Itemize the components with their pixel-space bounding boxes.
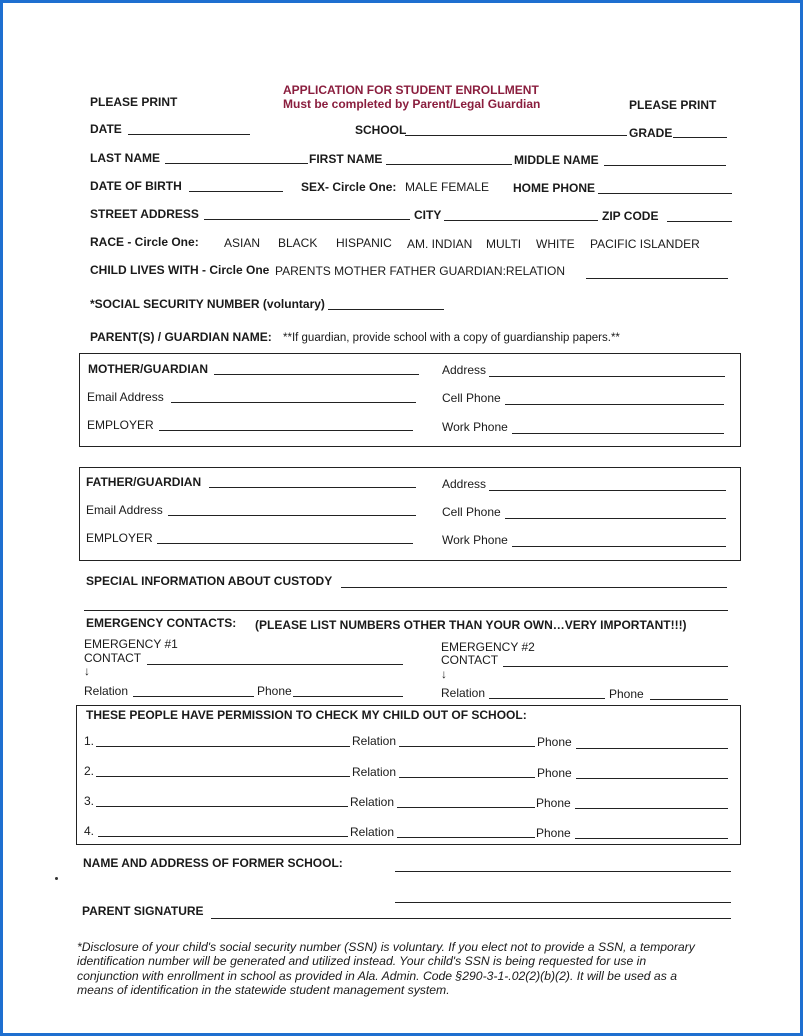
race-option-multi[interactable]: MULTI [486, 237, 522, 251]
checkout-row-3-relation-label: Relation [350, 795, 395, 809]
checkout-row-4-phone-field[interactable] [575, 838, 728, 839]
last-name-field[interactable] [165, 163, 308, 164]
zip-label: ZIP CODE [602, 209, 659, 223]
emergency-1-relation-label: Relation [84, 684, 129, 698]
checkout-row-3-relation-field[interactable] [397, 807, 535, 808]
checkout-row-2-phone-field[interactable] [576, 778, 728, 779]
dob-label: DATE OF BIRTH [90, 179, 182, 193]
checkout-row-1-relation-label: Relation [352, 734, 397, 748]
emergency-2-contact-field[interactable] [503, 666, 728, 667]
mother-work-field[interactable] [512, 433, 724, 434]
mother-employer-label: EMPLOYER [87, 418, 154, 432]
signature-label: PARENT SIGNATURE [82, 904, 204, 918]
checkout-row-1-name-field[interactable] [96, 746, 350, 747]
custody-label: SPECIAL INFORMATION ABOUT CUSTODY [86, 574, 333, 588]
emergency-2-phone-label: Phone [609, 687, 644, 701]
sex-options[interactable]: MALE FEMALE [405, 180, 490, 194]
grade-field[interactable] [673, 137, 727, 138]
first-name-label: FIRST NAME [309, 152, 383, 166]
signature-field[interactable] [211, 918, 731, 919]
race-option-asian[interactable]: ASIAN [224, 236, 261, 250]
ssn-label: *SOCIAL SECURITY NUMBER (voluntary) [90, 297, 325, 311]
guardian-heading: PARENT(S) / GUARDIAN NAME: [90, 330, 272, 344]
emergency-1-contact-label: CONTACT [84, 651, 142, 665]
street-label: STREET ADDRESS [90, 207, 199, 221]
zip-field[interactable] [667, 221, 732, 222]
home-phone-label: HOME PHONE [513, 181, 596, 195]
school-label: SCHOOL [355, 123, 407, 137]
former-school-field-2[interactable] [395, 902, 731, 903]
checkout-row-3-phone-field[interactable] [575, 808, 728, 809]
father-name-field[interactable] [209, 487, 416, 488]
father-work-field[interactable] [512, 546, 726, 547]
mother-address-label: Address [442, 363, 487, 377]
former-school-field-1[interactable] [395, 871, 731, 872]
checkout-row-2-name-field[interactable] [96, 776, 350, 777]
father-employer-field[interactable] [157, 543, 413, 544]
form-subtitle: Must be completed by Parent/Legal Guardian [283, 97, 541, 111]
lives-with-options[interactable]: PARENTS MOTHER FATHER GUARDIAN:RELATION [275, 264, 566, 278]
checkout-row-1-relation-field[interactable] [399, 746, 535, 747]
checkout-row-3-name-field[interactable] [96, 806, 348, 807]
mother-cell-label: Cell Phone [442, 391, 501, 405]
emergency-1-arrow-icon: ↓ [84, 664, 90, 678]
checkout-row-2-num: 2. [84, 764, 95, 778]
mother-name-field[interactable] [214, 374, 419, 375]
please-print-right: PLEASE PRINT [629, 98, 717, 112]
lives-with-label: CHILD LIVES WITH - Circle One [90, 263, 270, 277]
race-option-black[interactable]: BLACK [278, 236, 318, 250]
mother-employer-field[interactable] [159, 430, 413, 431]
emergency-1-relation-field[interactable] [133, 696, 254, 697]
mother-address-field[interactable] [489, 376, 725, 377]
checkout-row-4-relation-label: Relation [350, 825, 395, 839]
emergency-2-arrow-icon: ↓ [441, 667, 447, 681]
father-address-label: Address [442, 477, 487, 491]
relation-field[interactable] [586, 278, 728, 279]
father-work-label: Work Phone [442, 533, 508, 547]
checkout-row-2-relation-field[interactable] [399, 777, 535, 778]
checkout-row-2-phone-label: Phone [537, 766, 572, 780]
race-option-hispanic[interactable]: HISPANIC [336, 236, 392, 250]
custody-field-2[interactable] [84, 610, 728, 611]
checkout-row-4-phone-label: Phone [536, 826, 571, 840]
race-option-pacific-islander[interactable]: PACIFIC ISLANDER [590, 237, 700, 251]
emergency-note: (PLEASE LIST NUMBERS OTHER THAN YOUR OWN…VERY IMPORTANT!!!) [255, 618, 687, 632]
guardian-note: **If guardian, provide school with a copy of guardianship papers.** [283, 332, 620, 344]
checkout-row-4-relation-field[interactable] [397, 837, 535, 838]
emergency-1-phone-field[interactable] [293, 696, 403, 697]
checkout-row-3-phone-label: Phone [536, 796, 571, 810]
first-name-field[interactable] [386, 164, 512, 165]
emergency-2-title: EMERGENCY #2 [441, 640, 535, 654]
mother-title: MOTHER/GUARDIAN [88, 362, 208, 376]
checkout-row-1-num: 1. [84, 734, 95, 748]
race-option-white[interactable]: WHITE [536, 237, 575, 251]
mother-email-label: Email Address [87, 390, 164, 404]
middle-name-field[interactable] [604, 165, 726, 166]
custody-field[interactable] [341, 587, 727, 588]
race-label: RACE - Circle One: [90, 235, 199, 249]
emergency-2-relation-label: Relation [441, 686, 486, 700]
dob-field[interactable] [189, 191, 283, 192]
checkout-row-2-relation-label: Relation [352, 765, 397, 779]
checkout-row-4-num: 4. [84, 824, 95, 838]
emergency-2-phone-field[interactable] [650, 699, 728, 700]
speck [55, 877, 58, 880]
grade-label: GRADE [629, 126, 673, 140]
mother-email-field[interactable] [171, 402, 416, 403]
father-title: FATHER/GUARDIAN [86, 475, 202, 489]
checkout-heading: THESE PEOPLE HAVE PERMISSION TO CHECK MY CHILD OUT OF SCHOOL: [86, 708, 527, 722]
date-field[interactable] [128, 134, 250, 135]
form-title: APPLICATION FOR STUDENT ENROLLMENT [283, 83, 539, 97]
ssn-disclosure-note: *Disclosure of your child's social security number (SSN) is voluntary. If you elect not to provide a SSN, a temporary identification number will be generated and utilized instead. Your child's SSN is being requested for use in conjunction with enrollment in school as provided in Ala. Admin. Code §290-3-1-.02(2)(b)(2). It will be used as a means of identification in the statewide student management system. [77, 940, 695, 997]
mother-work-label: Work Phone [442, 420, 508, 434]
checkout-row-3-num: 3. [84, 794, 95, 808]
mother-cell-field[interactable] [505, 404, 724, 405]
city-field[interactable] [444, 220, 598, 221]
middle-name-label: MIDDLE NAME [514, 153, 599, 167]
sex-label: SEX- Circle One: [301, 180, 397, 194]
father-cell-field[interactable] [505, 518, 726, 519]
checkout-row-1-phone-label: Phone [537, 735, 572, 749]
father-email-field[interactable] [168, 515, 416, 516]
please-print-left: PLEASE PRINT [90, 95, 178, 109]
father-email-label: Email Address [86, 503, 163, 517]
former-school-label: NAME AND ADDRESS OF FORMER SCHOOL: [83, 856, 343, 870]
father-cell-label: Cell Phone [442, 505, 501, 519]
street-field[interactable] [204, 219, 410, 220]
ssn-field[interactable] [328, 309, 444, 310]
emergency-1-contact-field[interactable] [147, 664, 403, 665]
emergency-2-contact-label: CONTACT [441, 653, 499, 667]
city-label: CITY [414, 208, 442, 222]
checkout-row-1-phone-field[interactable] [576, 748, 728, 749]
emergency-1-title: EMERGENCY #1 [84, 637, 178, 651]
father-address-field[interactable] [489, 490, 726, 491]
checkout-row-4-name-field[interactable] [98, 836, 348, 837]
emergency-1-phone-label: Phone [257, 684, 292, 698]
last-name-label: LAST NAME [90, 151, 160, 165]
race-option-am-indian[interactable]: AM. INDIAN [407, 237, 473, 251]
emergency-2-relation-field[interactable] [489, 698, 605, 699]
home-phone-field[interactable] [598, 193, 732, 194]
emergency-heading: EMERGENCY CONTACTS: [86, 616, 237, 630]
father-employer-label: EMPLOYER [86, 531, 153, 545]
checkout-box [76, 705, 741, 845]
date-label: DATE [90, 122, 122, 136]
school-field[interactable] [405, 135, 627, 136]
